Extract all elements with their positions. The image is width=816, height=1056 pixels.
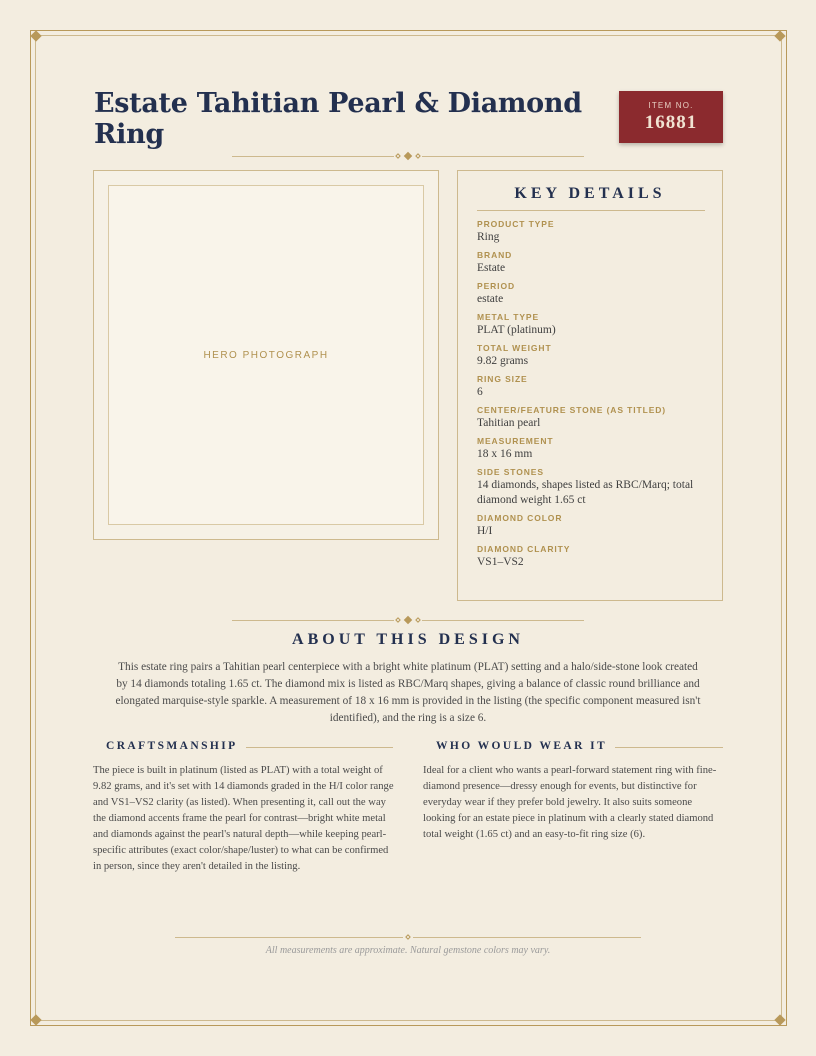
key-detail-item [477,436,713,462]
key-detail-value: Tahitian pearl [477,417,541,429]
key-detail-value: PLAT (platinum) [477,324,556,336]
key-details-panel [457,170,723,601]
key-detail-item [477,544,713,570]
key-details-list [477,219,713,575]
header-divider-left [232,156,394,157]
key-detail-label: METAL TYPE [477,312,540,322]
key-details-rule [477,210,705,211]
key-detail-label: SIDE STONES [477,467,544,477]
key-detail-value: 6 [477,386,483,398]
page-title: Estate Tahitian Pearl & Diamond Ring [94,88,582,150]
key-detail-label: PRODUCT TYPE [477,219,555,229]
key-detail-value: 14 diamonds, shapes listed as RBC/Marq; total diamond weight 1.65 ct [477,479,694,506]
key-detail-item [477,374,713,400]
footer-divider-left [175,937,403,938]
who-would-wear-it-text: Ideal for a client who wants a pearl-forward statement ring with fine-diamond presence—dressy enough for events, but distinctive for everyday wear if they prefer bold jewelry. It also suits someone looking for an estate piece in platinum with a clearly stated diamond total weight (1.65 ct) and an easy-to-fit ring size (6). [423,765,717,840]
item-number-label: ITEM NO. [648,101,694,110]
key-detail-value: estate [477,293,504,305]
about-text: This estate ring pairs a Tahitian pearl centerpiece with a bright white platinum (PLAT) setting and a halo/side-stone look created by 14 diamonds totaling 1.65 ct. The diamond mix is listed as RBC/Marq shapes, giving a balance of classic round brilliance and elongated marquise-style sparkle. A measurement of 18 x 16 mm is provided in the listing (the specific component measured isn't identified), and the ring is a size 6. [115,661,701,724]
key-detail-label: PERIOD [477,281,515,291]
key-detail-value: Ring [477,231,500,243]
key-detail-label: CENTER/FEATURE STONE (AS TITLED) [477,405,667,415]
key-detail-label: BRAND [477,250,513,260]
key-detail-value: 9.82 grams [477,355,529,367]
key-detail-item [477,405,713,431]
craftsmanship-text: The piece is built in platinum (listed as PLAT) with a total weight of 9.82 grams, and it's set with 14 diamonds graded in the H/I color range and VS1–VS2 clarity (as listed). When presenting it, call out the way the diamond accents frame the pearl for contrast—bright white metal and diamonds against the pearl's natural depth—while keeping pearl-specific attributes (exact color/shape/luster) to what can be confirmed in person, since they aren't detailed in the listing. [93,765,394,872]
key-details-title: KEY DETAILS [514,185,666,202]
key-detail-label: TOTAL WEIGHT [477,343,552,353]
key-detail-label: DIAMOND CLARITY [477,544,571,554]
key-detail-value: VS1–VS2 [477,556,524,568]
footer-disclaimer: All measurements are approximate. Natural gemstone colors may vary. [265,945,551,956]
header-divider-right [422,156,584,157]
section-divider-right [422,620,584,621]
key-detail-label: MEASUREMENT [477,436,554,446]
item-number-value: 16881 [644,112,698,133]
who-would-wear-it-title: WHO WOULD WEAR IT [422,740,615,752]
craftsmanship-title: CRAFTSMANSHIP [92,740,246,752]
key-detail-item [477,250,713,276]
footer-divider-right [413,937,641,938]
key-detail-item [477,343,713,369]
section-divider-left [232,620,394,621]
key-detail-label: DIAMOND COLOR [477,513,563,523]
hero-photo [108,185,424,525]
key-detail-value: H/I [477,525,493,537]
key-detail-item [477,513,713,539]
key-detail-value: 18 x 16 mm [477,448,533,460]
key-detail-item [477,219,713,245]
key-detail-item [477,467,713,508]
key-detail-item [477,281,713,307]
key-detail-value: Estate [477,262,506,274]
key-detail-item [477,312,713,338]
hero-photo-label: HERO PHOTOGRAPH [203,349,329,361]
about-title: ABOUT THIS DESIGN [292,631,524,648]
item-number-badge [619,91,723,143]
key-detail-label: RING SIZE [477,374,528,384]
